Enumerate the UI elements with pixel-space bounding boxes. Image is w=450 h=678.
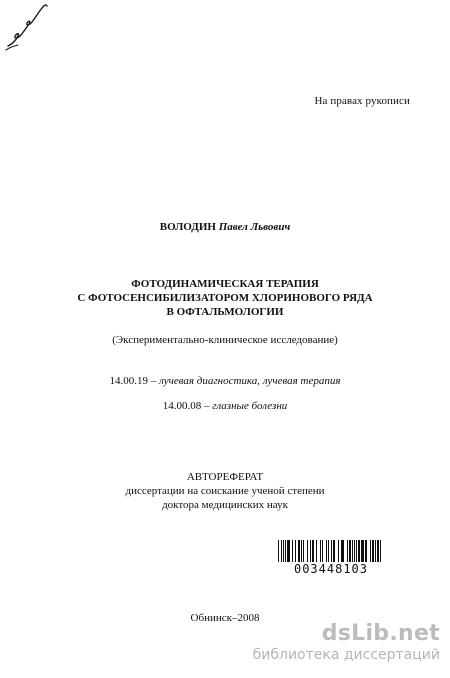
barcode-bar [326,540,327,562]
barcode-bar [361,540,364,562]
dissertation-subtitle: (Экспериментально-клиническое исследование) [112,334,338,346]
author-line [0,221,450,233]
barcode-number: 003448103 [293,562,369,576]
specialty-1-name: – лучевая диагностика, лучевая терапия [150,375,341,387]
abstract-line-1: диссертации на соискание ученой степени [125,485,325,497]
barcode-bar [341,540,344,562]
specialty-2 [0,400,450,412]
barcode-bar [347,540,348,562]
barcode-bar [320,540,321,562]
specialty-2-name: – глазные болезни [203,400,288,412]
barcode-bar [358,540,360,562]
barcode-bar [298,540,300,562]
city-year: Обнинск–2008 [190,612,260,624]
barcode-bar [292,540,293,562]
author-given-names: Павел Львович [218,221,291,233]
barcode-bar [278,540,279,562]
title-line-3: В ОФТАЛЬМОЛОГИИ [166,306,284,318]
barcode-bar [307,540,308,562]
barcode-bar [338,540,339,562]
abstract-line-2: доктора медицинских наук [162,499,288,511]
dissertation-title [0,277,450,319]
barcode-bar [331,540,332,562]
barcode-bar [370,540,371,562]
barcode-bar [303,540,304,562]
barcode-bar [375,540,376,562]
barcode-bar [285,540,286,562]
barcode-bar [352,540,353,562]
barcode-bar [354,540,355,562]
title-line-2: С ФОТОСЕНСИБИЛИЗАТОРОМ ХЛОРИНОВОГО РЯДА [77,292,373,304]
barcode-bar [377,540,379,562]
barcode-bars [276,540,386,562]
barcode-bar [365,540,367,562]
barcode-bar [301,540,302,562]
barcode-bar [295,540,296,562]
barcode-bar [349,540,351,562]
barcode-bar [333,540,335,562]
abstract-block [0,470,450,512]
barcode-bar [372,540,374,562]
barcode-bar [283,540,284,562]
library-watermark [230,622,440,670]
barcode-bar [287,540,290,562]
watermark-logo: dsLib.net [321,621,440,646]
barcode [276,540,386,580]
barcode-bar [281,540,282,562]
abstract-heading: АВТОРЕФЕРАТ [186,471,264,483]
specialty-1 [0,375,450,387]
title-line-1: ФОТОДИНАМИЧЕСКАЯ ТЕРАПИЯ [131,278,319,290]
specialty-1-code: 14.00.19 [109,375,149,387]
handwritten-signature [2,0,62,60]
specialty-2-code: 14.00.08 [162,400,202,412]
author-surname: ВОЛОДИН [159,221,216,233]
barcode-bar [322,540,323,562]
barcode-bar [316,540,317,562]
barcode-bar [380,540,381,562]
barcode-bar [310,540,311,562]
rights-note: На правах рукописи [314,95,410,107]
barcode-bar [312,540,314,562]
barcode-bar [328,540,329,562]
watermark-caption: библиотека диссертаций [252,647,440,663]
barcode-bar [356,540,357,562]
